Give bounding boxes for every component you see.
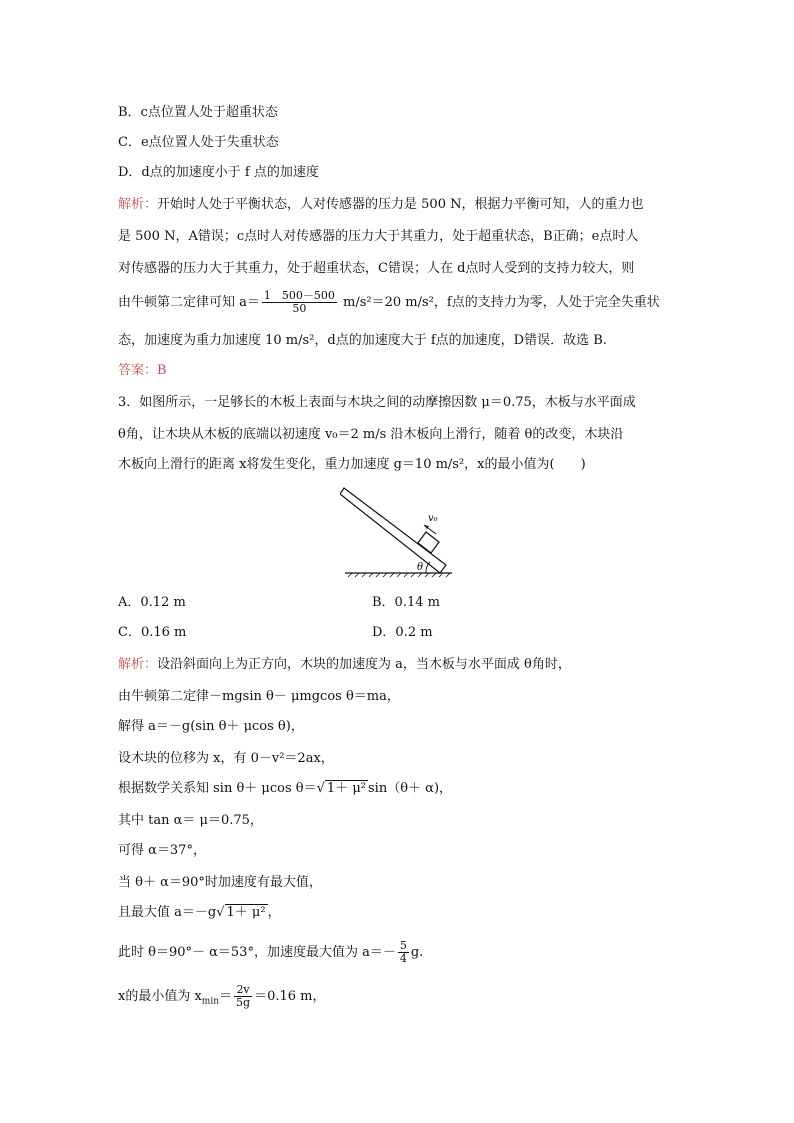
analysis2-line3: 解得 a＝－g(sin θ＋ μcos θ)， <box>118 719 304 734</box>
q3-line3: 木板向上滑行的距离 x将发生变化，重力加速度 g＝10 m/s²，x的最小值为( ) <box>118 457 586 472</box>
analysis-label-2: 解析： <box>118 657 158 672</box>
fraction-denominator: 5g <box>236 996 251 1009</box>
analysis2-line6: 其中 tan α＝ μ＝0.75， <box>118 813 263 828</box>
option-b-prev: B．c点位置人处于超重状态 <box>118 105 278 120</box>
q3-line1: 3．如图所示，一足够长的木板上表面与木块之间的动摩擦因数 μ＝0.75，木板与水平面成 <box>118 395 636 410</box>
analysis2-line1 <box>118 656 571 674</box>
analysis1-line5: 态，加速度为重力加速度 10 m/s²，d点的加速度大于 f点的加速度，D错误．故选 B. <box>118 333 607 348</box>
fraction-numerator: 2v <box>234 984 252 997</box>
analysis2-line11 <box>118 984 325 1011</box>
analysis1-line1 <box>118 196 643 214</box>
angle-label: θ <box>417 562 424 573</box>
analysis2-text9b: ， <box>267 905 281 920</box>
analysis2-text10b: g. <box>410 945 424 960</box>
fraction-denominator: 50 <box>292 302 307 315</box>
analysis2-text10a: 此时 θ＝90°－ α＝53°，加速度最大值为 a＝－ <box>118 945 396 960</box>
analysis1-text4a: 由牛顿第二定律可知 a＝ <box>118 295 260 310</box>
option-d: D．0.2 m <box>372 625 433 640</box>
analysis2-text11b: ＝0.16 m， <box>254 989 326 1004</box>
analysis2-text9a: 且最大值 a＝－g <box>118 905 217 920</box>
analysis2-line2: 由牛顿第二定律－mgsin θ－ μmgcos θ＝ma， <box>118 689 400 704</box>
fraction <box>262 290 337 315</box>
analysis2-line10 <box>118 940 423 965</box>
sqrt-expression: 1＋ μ² <box>326 781 366 796</box>
subscript-min: min <box>201 996 220 1007</box>
equals-sign: ＝ <box>219 989 233 1004</box>
fraction-denominator: 4 <box>399 952 407 965</box>
analysis2-text1: 设沿斜面向上为正方向，木块的加速度为 a，当木板与水平面成 θ角时， <box>157 657 571 672</box>
fraction-2v-5g <box>234 984 252 1009</box>
plank <box>340 488 446 573</box>
analysis1-text4b: m/s²＝20 m/s²，f点的支持力为零，人处于完全失重状 <box>338 295 660 310</box>
analysis2-line5: 根据数学关系知 sin θ＋ μcos θ＝√ 1＋ μ² sin（θ＋ α)， <box>118 781 453 796</box>
analysis1-line2: 是 500 N，A错误；c点时人对传感器的压力大于其重力，处于超重状态，B正确；e点时人 <box>118 229 639 244</box>
analysis1-line3: 对传感器的压力大于其重力，处于超重状态，C错误；人在 d点时人受到的支持力较大，则 <box>118 261 635 276</box>
option-c-prev: C．e点位置人处于失重状态 <box>118 135 279 150</box>
option-a: A．0.12 m <box>118 595 186 610</box>
analysis2-text11a: x的最小值为 x <box>118 989 202 1004</box>
q3-line2: θ角，让木块从木板的底端以初速度 v₀＝2 m/s 沿木板向上滑行，随着 θ的改变，木块沿 <box>118 427 624 442</box>
sqrt-expression-2: 1＋ μ² <box>226 905 266 920</box>
velocity-label: v₀ <box>428 513 438 524</box>
analysis1-line4 <box>118 290 660 315</box>
fraction-numerator: 1 500－500 <box>263 289 335 302</box>
analysis-label: 解析： <box>118 197 158 212</box>
analysis2-line7: 可得 α＝37°， <box>118 843 206 858</box>
analysis2-text5a: 根据数学关系知 sin θ＋ μcos θ＝ <box>118 781 317 796</box>
analysis2-line9: 且最大值 a＝－g√ 1＋ μ² ， <box>118 905 281 920</box>
fraction-numerator: 5 <box>399 939 407 952</box>
answer: 答案：B <box>118 363 167 378</box>
fraction-5-4 <box>398 940 409 965</box>
analysis1-text1: 开始时人处于平衡状态，人对传感器的压力是 500 N，根据力平衡可知，人的重力也 <box>157 197 644 212</box>
analysis2-text5b: sin（θ＋ α)， <box>368 781 453 796</box>
option-c: C．0.16 m <box>118 625 187 640</box>
option-d-prev: D．d点的加速度小于 f 点的加速度 <box>118 165 319 180</box>
incline-figure <box>340 486 455 578</box>
analysis2-line8: 当 θ＋ α＝90°时加速度有最大值， <box>118 875 322 890</box>
option-b: B．0.14 m <box>372 595 440 610</box>
analysis2-line4: 设木块的位移为 x，有 0－v²＝2ax， <box>118 751 334 766</box>
